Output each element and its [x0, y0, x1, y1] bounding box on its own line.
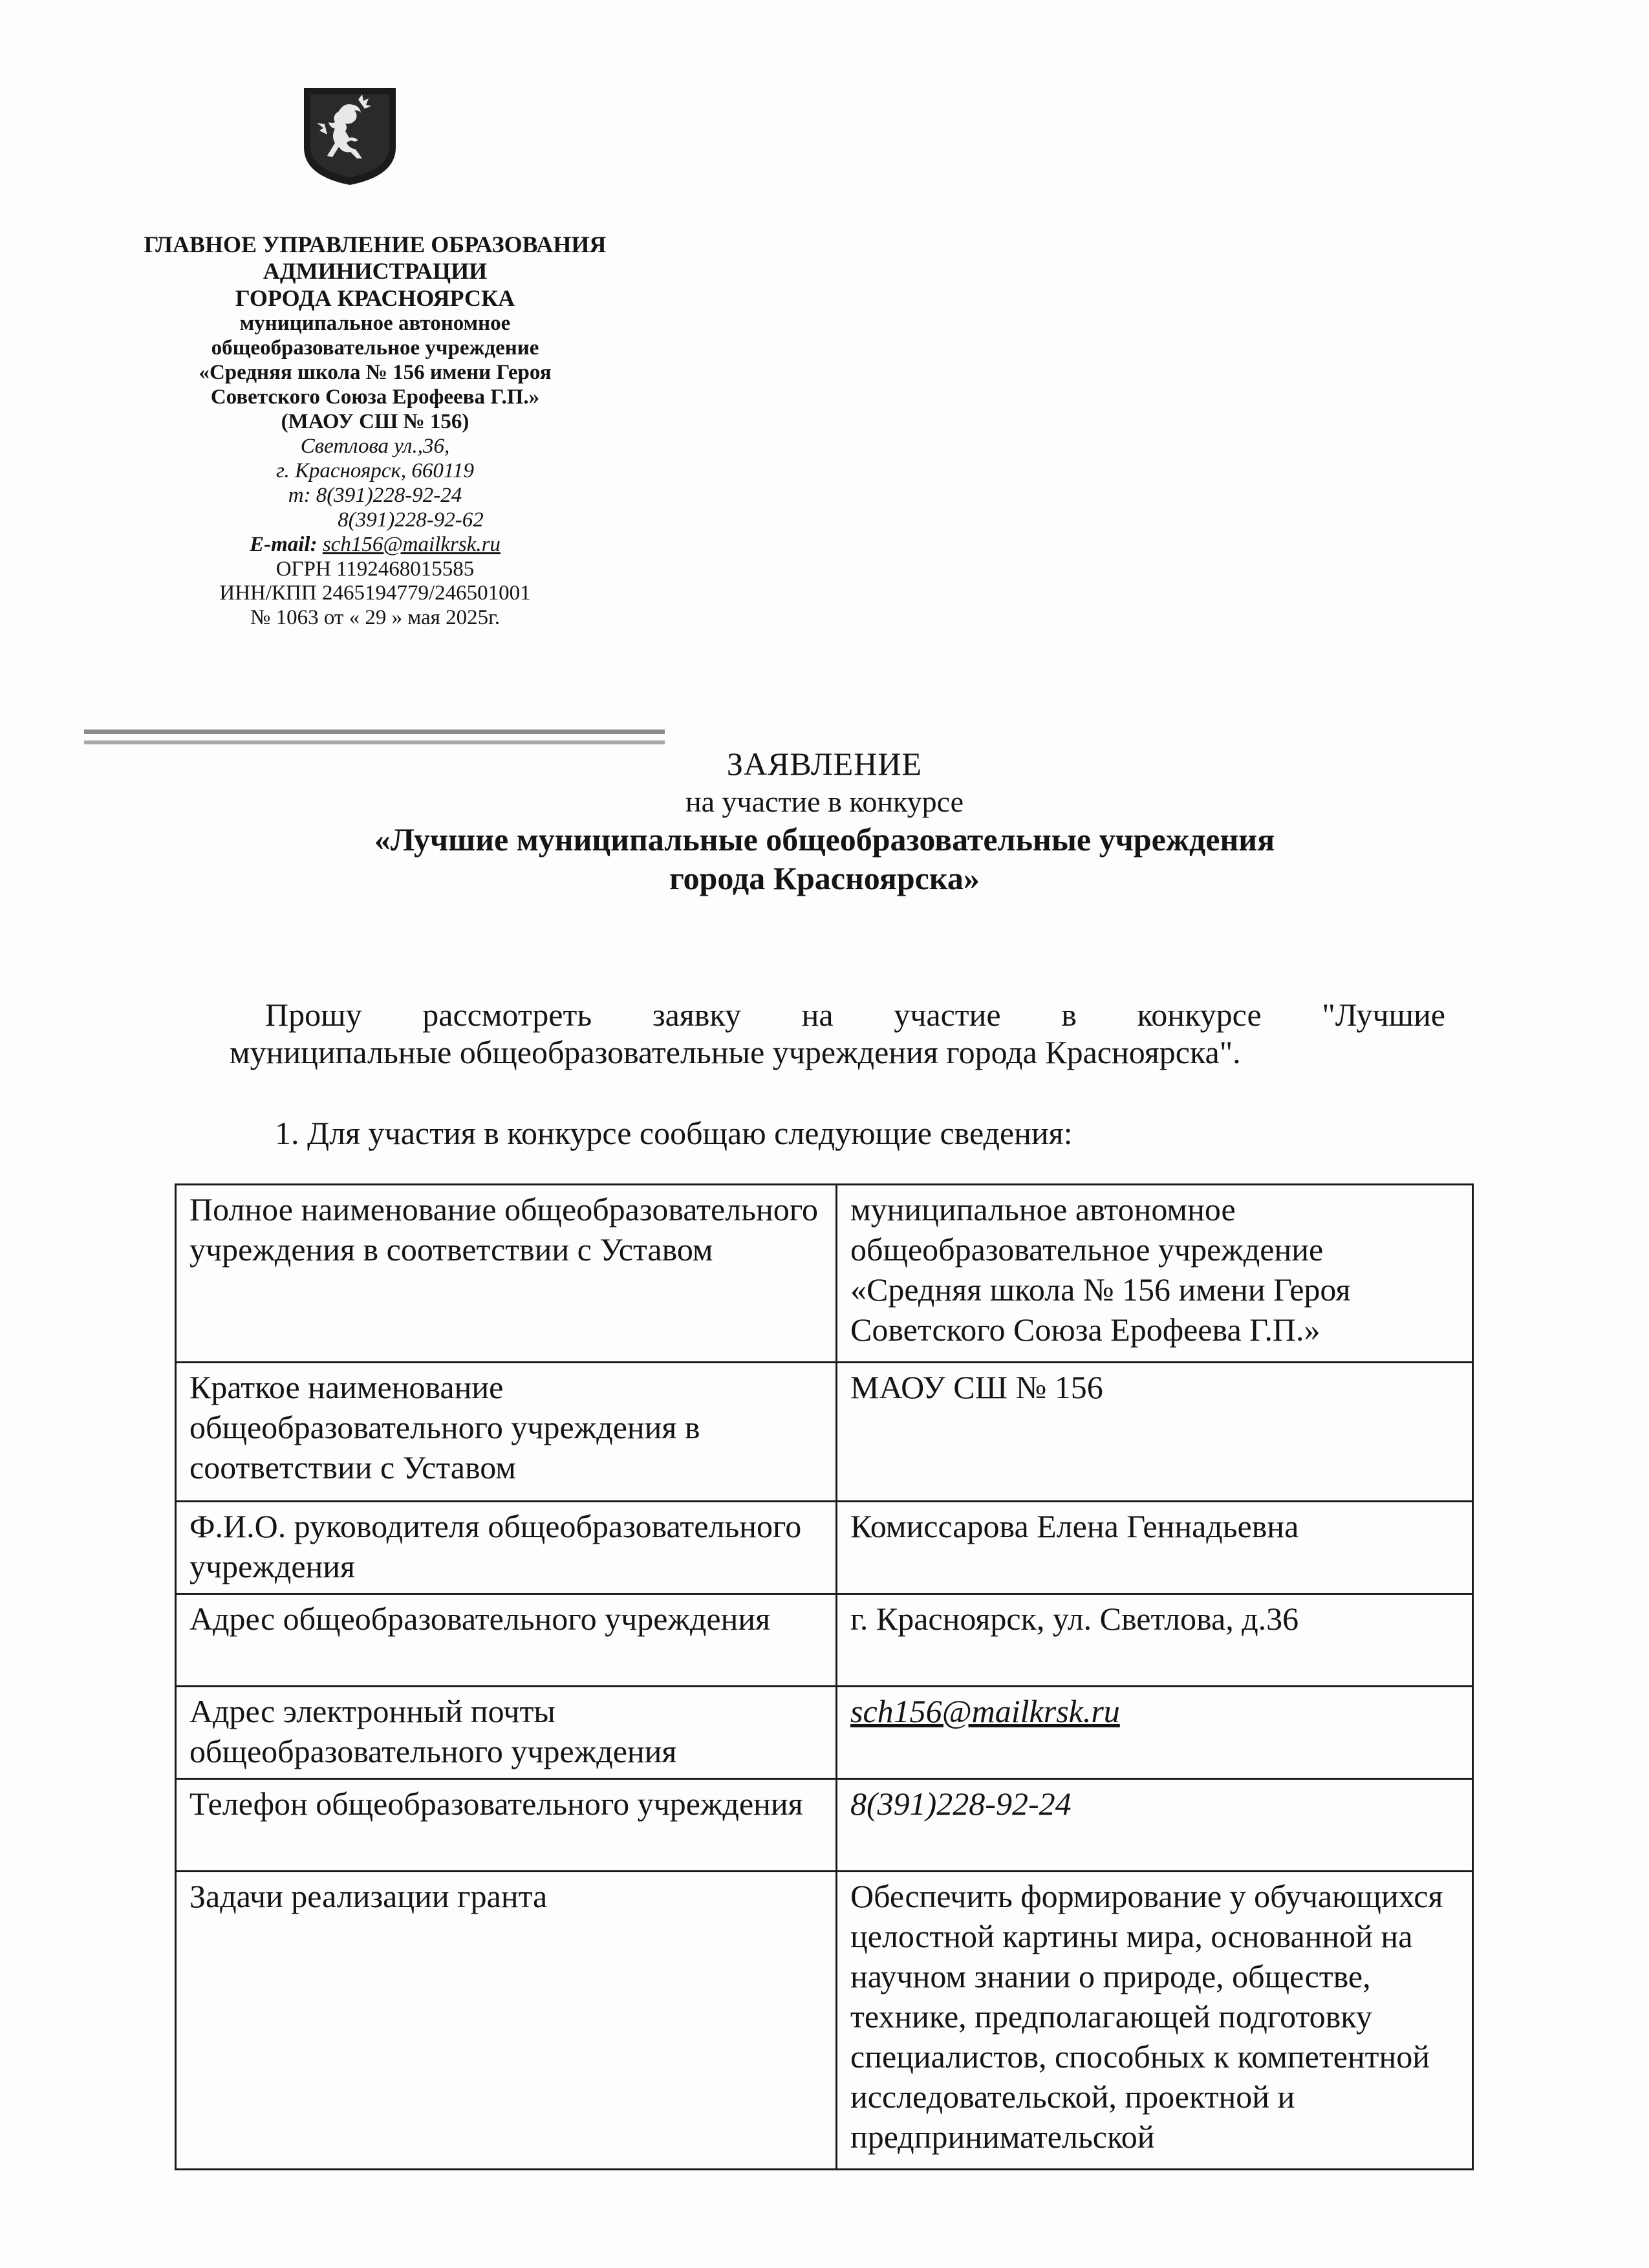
document-subtitle: на участие в конкурсе — [685, 785, 964, 818]
intro-line2: муниципальные общеобразовательные учреждения города Красноярска". — [230, 1034, 1241, 1070]
row-label-email: Адрес электронный почты общеобразовательного учреждения — [176, 1687, 837, 1779]
krasnoyarsk-coat-of-arms-icon — [301, 85, 398, 188]
row-value-phone: 8(391)228-92-24 — [837, 1779, 1473, 1872]
email-link[interactable]: sch156@mailkrsk.ru — [322, 532, 501, 556]
row-label-phone: Телефон общеобразовательного учреждения — [176, 1779, 837, 1872]
letterhead-divider — [84, 729, 665, 734]
row-value-email[interactable]: sch156@mailkrsk.ru — [837, 1687, 1473, 1779]
address-line2: г. Красноярск, 660119 — [276, 459, 474, 482]
contest-name-line2: города Красноярска» — [669, 860, 980, 896]
table-row — [176, 1687, 1473, 1779]
inn-kpp: ИНН/КПП 2465194779/246501001 — [219, 581, 531, 605]
school-name-line4: Советского Союза Ерофеева Г.П.» — [210, 385, 540, 409]
row-value-grant-tasks: Обеспечить формирование у обучающихся целостной картины мира, основанной на научном знании о природе, обществе, технике, предполагающей подготовку специалистов, способных к компетентной исследовательской, проектной и предпринимательской — [837, 1872, 1473, 2170]
document-title-block — [149, 744, 1500, 898]
row-label-full-name: Полное наименование общеобразовательного учреждения в соответствии с Уставом — [176, 1185, 837, 1363]
org-name-line1: ГЛАВНОЕ УПРАВЛЕНИЕ ОБРАЗОВАНИЯ — [144, 232, 607, 257]
ogrn: ОГРН 1192468015585 — [275, 557, 475, 581]
doc-number: № 1063 от « 29 » мая 2025г. — [250, 606, 501, 630]
row-value-director: Комиссарова Елена Геннадьевна — [837, 1502, 1473, 1594]
org-name-line3: ГОРОДА КРАСНОЯРСКА — [235, 285, 515, 311]
table-row — [176, 1872, 1473, 2170]
row-value-address: г. Красноярск, ул. Светлова, д.36 — [837, 1594, 1473, 1687]
school-name-line1: муниципальное автономное — [239, 312, 511, 336]
row-value-full-name: муниципальное автономное общеобразовательное учреждение «Средняя школа № 156 имени Героя Советского Союза Ерофеева Г.П.» — [837, 1185, 1473, 1363]
document-title: ЗАЯВЛЕНИЕ — [726, 746, 923, 782]
row-label-address: Адрес общеобразовательного учреждения — [176, 1594, 837, 1687]
email-line — [91, 533, 660, 557]
row-label-grant-tasks: Задачи реализации гранта — [176, 1872, 837, 2170]
table-row — [176, 1502, 1473, 1594]
school-name-line2: общеобразовательное учреждение — [211, 336, 539, 360]
phone-line2: 8(391)228-92-62 — [338, 508, 484, 532]
school-short-name: (МАОУ СШ № 156) — [281, 409, 469, 433]
email-label: E-mail: — [250, 532, 323, 556]
row-value-short-name: МАОУ СШ № 156 — [837, 1363, 1473, 1502]
row-label-short-name: Краткое наименование общеобразовательного учреждения в соответствии с Уставом — [176, 1363, 837, 1502]
org-name-line2: АДМИНИСТРАЦИИ — [263, 258, 488, 285]
table-row — [176, 1185, 1473, 1363]
intro-line1: Прошу рассмотреть заявку на участие в конкурсе "Лучшие — [265, 997, 1445, 1033]
point-1: 1. Для участия в конкурсе сообщаю следующие сведения: — [275, 1115, 1073, 1151]
intro-paragraph — [230, 996, 1445, 1071]
school-name-line3: «Средняя школа № 156 имени Героя — [199, 361, 552, 385]
phone-line1: т: 8(391)228-92-24 — [288, 483, 462, 507]
row-label-director: Ф.И.О. руководителя общеобразовательного учреждения — [176, 1502, 837, 1594]
letterhead — [91, 232, 660, 631]
info-table — [175, 1183, 1474, 2170]
address-line1: Светлова ул.,36, — [300, 434, 450, 458]
contest-name-line1: «Лучшие муниципальные общеобразовательные учреждения — [374, 821, 1275, 858]
table-row — [176, 1594, 1473, 1687]
table-row — [176, 1779, 1473, 1872]
table-row — [176, 1363, 1473, 1502]
